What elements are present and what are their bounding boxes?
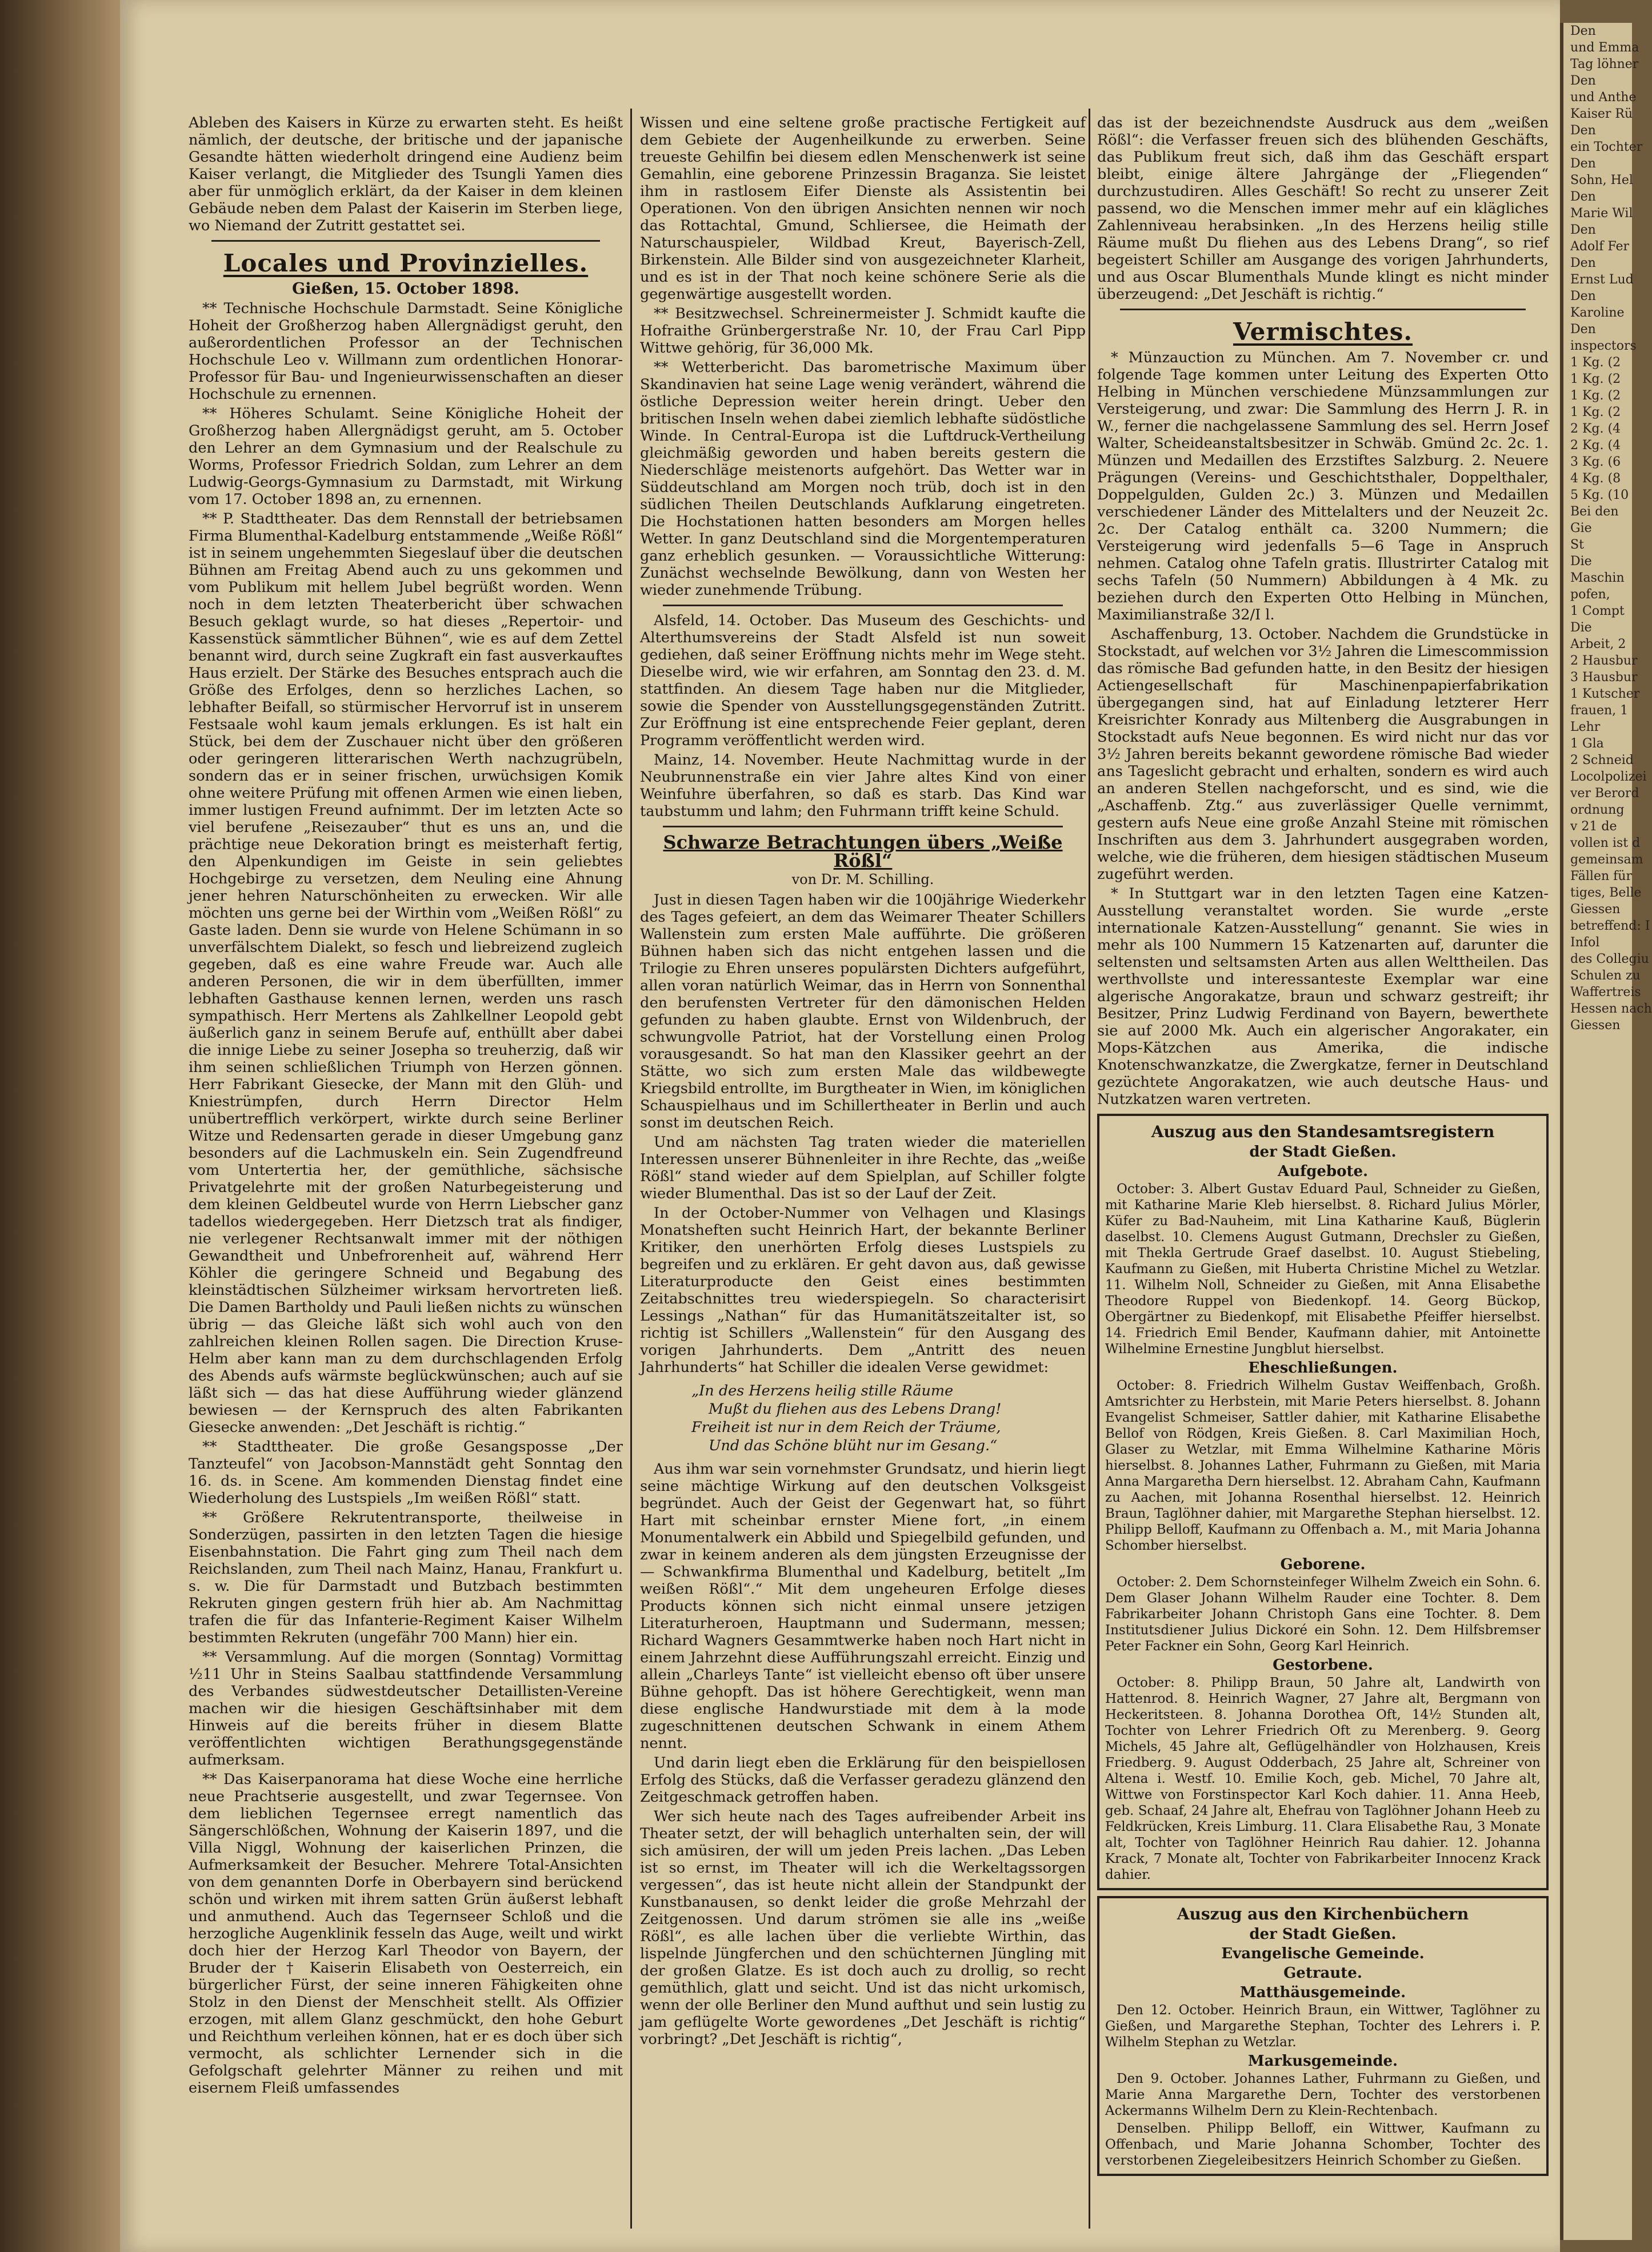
parish-entry: Den 9. October. Johannes Lather, Fuhrmann zu Gießen, und Marie Anna Margarethe Dern, Tochter des verstorbenen Ackermanns Wilhelm Dern zu Klein-Rechtenbach.: [1105, 2071, 1541, 2118]
page-fragment-line: und Emma: [1570, 41, 1639, 55]
page-fragment-line: 1 Kg. (2: [1570, 405, 1621, 419]
page-fragment-line: 2 Schneid: [1570, 753, 1634, 767]
page-fragment-line: Sohn, Hel: [1570, 173, 1633, 187]
church-type: Getraute.: [1283, 1965, 1362, 1982]
page-fragment-line: 2 Hausbur: [1570, 654, 1638, 668]
page-fragment-line: 1 Kutscher: [1570, 687, 1640, 701]
adjacent-page-fragments: [1563, 23, 1652, 1034]
news-item: Alsfeld, 14. October. Das Museum des Geschichts- und Alterthumsvereins der Stadt Alsfeld ist nun soweit gediehen, daß seiner Eröffnung nichts mehr im Wege steht. Dieselbe wird, wie wir erfahren, am Sonntag den 23. d. M. stattfinden. An diesem Tage haben nur die Mitglieder, sowie die Spender von Ausstellungsgegenständen Zutritt. Zur Eröffnung ist eine entsprechende Feier geplant, deren Programm veröffentlicht werden wird.: [640, 612, 1086, 749]
page-fragment-line: ver Berord: [1570, 786, 1639, 801]
feuilleton-byline: von Dr. M. Schilling.: [791, 871, 934, 887]
page-fragment-line: Den: [1570, 223, 1596, 237]
page-fragment-line: tiges, Belle: [1570, 886, 1642, 900]
feuilleton-paragraph: Wer sich heute nach des Tages aufreibender Arbeit ins Theater setzt, der will behaglich unterhalten sein, der will sich amüsiren, der will um jeden Preis lachen. „Das Leben ist so ernst, im Theater will ich die Werkeltagssorgen vergessen“, das ist heute nicht allein der Standpunkt der Kunstbanausen, so denkt leider die große Mehrzahl der Zeitgenossen. Und darum strömen sie alle ins „weiße Rößl“, es alle lachen über die verliebte Wirthin, das lispelnde Jüngferchen und den schüchternen Jüngling mit der großen Glatze. Es ist doch auch zu drollig, so recht gemüthlich, glatt und seicht. Und ist das nicht urkomisch, wenn der olle Berliner den Mund aufthut und sein lustig zu jam geflügelte Worte gewordenes „Det Jeschäft is richtig“ vorbringt? „Det Jeschäft is richtig“,: [640, 1808, 1086, 2048]
locales-heading: Locales und Provinzielles.: [223, 249, 589, 277]
column-rule-2: [1089, 109, 1090, 2229]
page-fragment-line: 3 Hausbur: [1570, 670, 1638, 685]
page-fragment-line: Adolf Fer: [1570, 239, 1629, 254]
page-fragment-line: vollen ist d: [1570, 836, 1641, 850]
registry-section-text: October: 8. Philipp Braun, 50 Jahre alt, Landwirth von Hattenrod. 8. Heinrich Wagner, 27 Jahre alt, Bergmann von Heckeritsteen. 8. Johanna Dorothea Oft, 14½ Stunden alt, Tochter von Lehrer Friedrich Oft zu Merenberg. 9. Georg Michels, 45 Jahre alt, Geflügelhändler von Holzhausen, Kreis Friedberg. 9. August Odderbach, 25 Jahre alt, Schreiner von Altena i. Westf. 10. Emilie Koch, geb. Michel, 70 Jahre alt, Wittwe von Forstinspector Karl Koch dahier. 11. Anna Heeb, geb. Schaaf, 24 Jahre alt, Ehefrau von Taglöhner Johann Heeb zu Feldkrücken, Kreis Limburg. 11. Clara Elisabethe Rau, 3 Monate alt, Tochter von Taglöhner Heinrich Rau dahier. 12. Johanna Krack, 7 Monate alt, Tochter von Fabrikarbeiter Innocenz Krack dahier.: [1105, 1675, 1541, 1882]
news-item: ** Höheres Schulamt. Seine Königliche Hoheit der Großherzog haben Allergnädigst geruht, am 5. October den Lehrer an dem Gymnasium und der Realschule zu Worms, Professor Friedrich Soldan, zum Lehrer an dem Ludwig-Georgs-Gymnasium zu Darmstadt, mit Wirkung vom 17. October 1898 an, zu ernennen.: [189, 405, 623, 508]
church-subtitle: der Stadt Gießen.: [1249, 1926, 1397, 1943]
parish-entry: Den 12. October. Heinrich Braun, ein Wittwer, Taglöhner zu Gießen, und Margarethe Stephan, Tochter des Lehrers i. P. Wilhelm Stephan zu Wetzlar.: [1105, 2003, 1541, 2050]
registry-subtitle: der Stadt Gießen.: [1249, 1143, 1397, 1161]
book-spine: [0, 0, 120, 2252]
page-fragment-line: Den: [1570, 157, 1596, 171]
page-fragment-line: Den: [1570, 123, 1596, 138]
civil-registry-box: [1097, 1114, 1549, 1890]
page-fragment-line: Maschin: [1570, 571, 1625, 585]
page-fragment-line: 1 Kg. (2: [1570, 389, 1621, 403]
feuilleton-paragraph: Und am nächsten Tag traten wieder die materiellen Interessen unserer Bühnenleiter in ihre Rechte, das „weiße Rößl“ stand wieder auf dem Spielplan, auf Schiller folgte wieder Blumenthal. Das ist so der Lauf der Zeit.: [640, 1134, 1086, 1202]
church-community: Evangelische Gemeinde.: [1221, 1945, 1425, 1962]
china-news-tail: Ableben des Kaisers in Kürze zu erwarten steht. Es heißt nämlich, der deutsche, der britische und der japanische Gesandte hätten wiederholt dringend eine Audienz beim Kaiser verlangt, die Mitglieder des Tsungli Yamen dies aber für unmöglich erklärt, da der Kaiser in dem kleinen Gebäude neben dem Palast der Kaiserin im Sterben liege, wo Niemand der Zutritt gestattet sei.: [189, 114, 623, 234]
page-fragment-line: ordnung: [1570, 803, 1625, 817]
page-fragment-line: Die: [1570, 554, 1592, 569]
page-fragment-line: Den: [1570, 289, 1596, 303]
page-fragment-line: Locolpolizei: [1570, 770, 1647, 784]
news-item: ** P. Stadttheater. Das dem Rennstall der betriebsamen Firma Blumenthal-Kadelburg entstammende „Weiße Rößl“ ist in seinem ungehemmten Siegeslauf über die deutschen Bühnen am Freitag Abend auch zu uns gekommen und vom Publikum mit hellem Jubel begrüßt worden. Wenn noch in dem letzten Theaterbericht über schwachen Besuch geklagt wurde, so hat dieses „Repertoir- und Kassenstück sämmtlicher Bühnen“, wie es auf dem Zettel benannt wird, durch seine Zugkraft ein fast ausverkauftes Haus erzielt. Der Stärke des Besuches entsprach auch die Größe des Erfolges, denn so herzliches Lachen, so lebhafter Beifall, so stürmischer Hervorruf ist in unserem Festsaale wohl kaum jemals erklungen. Es ist halt ein Stück, bei dem der Zuschauer nicht über den größeren oder geringeren litterarischen Werth nachzugrübeln, sondern das er in seiner frischen, urwüchsigen Komik ohne weitere Prüfung mit offenen Armen wie einen lieben, immer lustigen Freund aufnimmt. Der im letzten Acte so viel berufene „Reisezauber“ thut es uns an, und die prächtige neue Dekoration bringt es meisterhaft fertig, den Alpenkundigen im Geiste in sein geliebtes Hochgebirge zu versetzen, dem Neuling eine Ahnung jener hehren Naturschönheiten zu erwecken. Wir alle möchten uns gerne bei der Wirthin vom „Weißen Rößl“ zu Gaste laden. Denn sie wurde von Helene Schümann in so unverfälschtem Dialekt, so fesch und liebreizend zugleich gegeben, daß es eine wahre Freude war. Auch alle anderen Personen, die wir in dem überfüllten, immer lebhaften Gasthause kennen lernen, werden uns rasch sympathisch. Herr Mertens als Zahlkellner Leopold gebt äußerlich ganz in seinem Berufe auf, enthüllt aber dabei die innige Liebe zu seiner Josepha so treuherzig, daß wir ihm seinen schließlichen Triumph von Herzen gönnen. Herr Fabrikant Giesecke, der Mann mit den Glüh- und Kniestrümpfen, durch Herrn Director Helm unübertrefflich verkörpert, wirkte durch seine Berliner Witze und Redensarten gerade in dieser Umgebung ganz besonders auf die Lachmuskeln ein. Sein Zugendfreund vom Untertertia her, der gemüthliche, sächsische Privatgelehrte mit der großen Naturbegeisterung und dem kleinen Geldbeutel wurde von Herrn Liebscher ganz tadellos wiedergegeben. Herr Dietzsch trat als findiger, nie verlegener Rechtsanwalt immer mit der nöthigen Gewandtheit und Unbefrorenheit auf, während Herr Köhler die geringere Schneid und Begabung des kleinstädtischen Sülzheimer wirksam hervortreten ließ. Die Damen Bartholdy und Pauli ließen nichts zu wünschen übrig — das Gleiche läßt sich wohl auch von den zahlreichen kleinen Rollen sagen. Die Direction Kruse-Helm aber kann man zu dem durchschlagenden Erfolg des Abends aufs wärmste beglückwünschen; auch auf sie läßt sich — das hat diese Aufführung wieder glänzend bewiesen — der Kernspruch des alten Fabrikanten Giesecke anwenden: „Det Jeschäft is richtig.“: [189, 510, 623, 1436]
news-item: ** Besitzwechsel. Schreinermeister J. Schmidt kaufte die Hofraithe Grünbergerstraße Nr. 10, der Frau Carl Pipp Wittwe gehörig, für 36,000 Mk.: [640, 305, 1086, 357]
parish-name: Matthäusgemeinde.: [1239, 1984, 1406, 2001]
news-item: Mainz, 14. November. Heute Nachmittag wurde in der Neubrunnenstraße ein vier Jahre altes Kind von einer Weinfuhre überfahren, so daß es starb. Das Kind war taubstumm und lahm; den Fuhrmann trifft keine Schuld.: [640, 751, 1086, 820]
feuilleton-paragraph: Just in diesen Tagen haben wir die 100jährige Wiederkehr des Tages gefeiert, an dem das Weimarer Theater Schillers Wallenstein zum ersten Male aufführte. Die größeren Bühnen haben sich das nicht entgehen lassen und die Trilogie zu Ehren unseres populärsten Dichters aufgeführt, allen voran natürlich Weimar, das in Herrn von Sonnenthal den berufensten Vertreter für den dämonischen Helden gefunden zu haben glaubte. Ernst von Wildenbruch, der schwungvolle Patriot, hat der Vorstellung einen Prolog vorausgesandt. So hat man den Klassiker geehrt an der Stätte, wo sich zum ersten Male das wildbewegte Kriegsbild entrollte, im Burgtheater in Wien, im königlichen Schauspielhaus und im Schillertheater in Berlin und auch sonst im deutschen Reich.: [640, 891, 1086, 1131]
parish-name: Markusgemeinde.: [1247, 2053, 1398, 2070]
registry-section-head: Eheschließungen.: [1248, 1359, 1398, 1377]
page-fragment-line: St: [1570, 538, 1584, 552]
section-divider: [663, 826, 1063, 827]
page-fragment-line: 3 Kg. (6: [1570, 455, 1621, 469]
poem-line: Mußt du fliehen aus des Lebens Drang!: [709, 1401, 1002, 1418]
news-item: ** Versammlung. Auf die morgen (Sonntag) Vormittag ½11 Uhr in Steins Saalbau stattfindende Versammlung des Verbandes südwestdeutscher Detaillisten-Vereine machen wir die hiesigen Geschäftsinhaber mit dem Hinweis auf die bereits früher in diesem Blatte veröffentlichten wichtigen Berathungsgegenstände aufmerksam.: [189, 1649, 623, 1769]
page-fragment-line: 2 Kg. (4: [1570, 438, 1621, 453]
section-divider: [663, 605, 1063, 606]
page-fragment-line: Schulen zu: [1570, 969, 1641, 983]
page-fragment-line: Den: [1570, 74, 1596, 88]
page-fragment-line: Lehr: [1570, 720, 1601, 734]
page-fragment-line: gemeinsam: [1570, 853, 1643, 867]
page-fragment-line: Fällen für: [1570, 869, 1632, 883]
feuilleton-title: Schwarze Betrachtungen übers „Weiße Rößl“: [663, 831, 1063, 871]
page-fragment-line: Den: [1570, 24, 1596, 38]
section-divider: [1120, 309, 1526, 310]
page-fragment-line: und Anthe: [1570, 90, 1637, 105]
poem-line: Freiheit ist nur in dem Reich der Träume,: [691, 1419, 1001, 1436]
news-item: ** Das Kaiserpanorama hat diese Woche eine herrliche neue Prachtserie ausgestellt, und zwar Tegernsee. Von dem lieblichen Tegernsee erregt namentlich das Sängerschlößchen, Wohnung der Kaiserin 1897, und die Villa Niggl, Wohnung der kaiserlichen Prinzen, die Aufmerksamkeit der Besucher. Mehrere Total-Ansichten von dem genannten Dorfe in Oberbayern sind berückend schön und wirken mit ihrem satten Grün äußerst lebhaft und anmuthend. Auch das Tegernseer Schloß und die herzogliche Augenklinik fesseln das Auge, weilt und wirkt doch hier der Herzog Karl Theodor von Bayern, der Bruder der † Kaiserin Elisabeth von Oesterreich, ein bürgerlicher Fürst, der seine inneren Fähigkeiten ohne Stolz in den Dienst der Menschheit stellt. Als Offizier erzogen, mit allem Glanz geschmückt, den hohe Geburt und Reichthum verleihen können, hat er es doch über sich vermocht, als schlichter Lernender sich in die Gefolgschaft gelehrter Männer zu reihen und mit eisernem Fleiß umfassendes: [189, 1771, 623, 2097]
page-fragment-line: Tag löhner: [1570, 57, 1639, 71]
news-item: ** Wetterbericht. Das barometrische Maximum über Skandinavien hat seine Lage wenig verändert, während die östliche Depression weiter herein dringt. Ueber den britischen Inseln wehen dabei ziemlich lebhafte südöstliche Winde. In Central-Europa ist die Luftdruck-Vertheilung gleichmäßig geworden und haben bereits gestern die Niederschläge meistenorts aufgehört. Das Wetter war in Süddeutschland am Morgen noch trüb, doch ist in den südlichen Theilen Deutschlands Aufklarung eingetreten. Die Hochstationen hatten besonders am Morgen helles Wetter. In ganz Deutschland sind die Morgentemperaturen ganz erheblich gesunken. — Voraussichtliche Witterung: Zunächst wechselnde Bewölkung, dann von Westen her wieder zunehmende Trübung.: [640, 359, 1086, 599]
column-rule-1: [630, 109, 632, 2229]
registry-section-text: October: 2. Dem Schornsteinfeger Wilhelm Zweich ein Sohn. 6. Dem Glaser Johann Wilhelm Rauder eine Tochter. 8. Dem Fabrikarbeiter Johann Christoph Gans eine Tochter. 8. Dem Institutsdiener Julius Dickoré ein Sohn. 12. Dem Hilfsbremser Peter Fackner ein Sohn, Georg Karl Heinrich.: [1105, 1575, 1541, 1654]
vermischtes-heading: Vermischtes.: [1233, 318, 1413, 346]
feuilleton-paragraph: Aus ihm war sein vornehmster Grundsatz, und hierin liegt seine mächtige Wirkung auf den deutschen Volksgeist begründet. Auch der Geist der Gegenwart hat, so führt Hart mit scheinbar ernster Miene fort, „in einem Monumentalwerk ein Abbild und Spiegelbild gefunden, und zwar in keinem anderen als dem jüngsten Erzeugnisse der — Schwankfirma Blumenthal und Kadelburg, betitelt „Im weißen Rößl“.“ Mit dem ungeheuren Erfolge dieses Products können sich nicht einmal unsere jetzigen Literaturheroen, Hauptmann und Sudermann, messen; Richard Wagners Gesammtwerke haben noch Hart nicht in einem Jahrzehnt diese Aufführungszahl erreicht. Einzig und allein „Charleys Tante“ ist vielleicht ebenso oft über unsere Bühne gehopft. Das ist höhere Gerechtigkeit, wenn man diese englische Handwurstiade mit dem à la mode zugeschnittenen deutschen Schwank in einem Athem nennt.: [640, 1461, 1086, 1752]
page-fragment-line: 1 Kg. (2: [1570, 372, 1621, 386]
feuilleton-paragraph: Und darin liegt eben die Erklärung für den beispiellosen Erfolg des Stücks, daß die Verfasser geradezu glänzend den Zeitgeschmack getroffen haben.: [640, 1754, 1086, 1806]
feuilleton-conclusion: das ist der bezeichnendste Ausdruck aus dem „weißen Rößl“: die Verfasser freuen sich des blühenden Geschäfts, das Publikum freut sich, daß ihm das Geschäft erspart bleibt, einige ältere Jahrgänge der „Fliegenden“ durchzustudiren. Alles Geschäft! So recht zu unserer Zeit passend, wo die Menschen immer mehr auf ein klägliches Zahlenniveau herabsinken. „In des Herzens heilig stille Räume mußt Du fliehen aus des Lebens Drang“, so rief begeistert Schiller am Ausgange des vorigen Jahrhunderts, und aus Oscar Blumenthals Munde klingt es nicht minder überzeugend: „Det Jeschäft is richtig.“: [1097, 114, 1549, 303]
left-column: [189, 114, 623, 2229]
page-fragment-line: des Collegiu: [1570, 952, 1649, 966]
news-item: * In Stuttgart war in den letzten Tagen eine Katzen-Ausstellung veranstaltet worden. Sie wurde „erste internationale Katzen-Ausstellung“ genannt. Sie wies in mehr als 100 Nummern 15 Katzenarten auf, darunter die seltensten und seltsamsten Arten aus allen Welttheilen. Das werthvollste und interessanteste Exemplar war eine algerische Angorakatze, braun und schwarz gestreift; ihr Besitzer, Prinz Ludwig Ferdinand von Bayern, bewerthete sie auf 2000 Mk. Auch ein algerischer Angorakater, ein Mops-Kätzchen aus Amerika, die indische Knotenschwanzkatze, die Zwergkatze, ferner in Deutschland gezüchtete Angorakatzen, wie auch deutsche Haus- und Nutzkatzen waren vertreten.: [1097, 885, 1549, 1108]
page-fragment-line: Den: [1570, 322, 1596, 337]
page-fragment-line: 2 Kg. (4: [1570, 422, 1621, 436]
page-fragment-line: inspectors: [1570, 339, 1637, 353]
page-fragment-line: 4 Kg. (8: [1570, 471, 1621, 486]
page-fragment-line: Hessen nach: [1570, 1002, 1652, 1016]
page-fragment-line: ein Tochter: [1570, 140, 1643, 154]
church-title: Auszug aus den Kirchenbüchern: [1177, 1905, 1469, 1923]
page-fragment-line: Ernst Lud: [1570, 273, 1634, 287]
page-fragment-line: 1 Gla: [1570, 737, 1604, 751]
news-item: * Münzauction zu München. Am 7. November cr. und folgende Tage kommen unter Leitung des Experten Otto Helbing in München verschiedene Münzsammlungen zur Versteigerung, und zwar: Die Sammlung des Herrn J. R. in W., ferner die nachgelassene Sammlung des sel. Herrn Josef Walter, Scheideanstaltsbesitzer in Schwäb. Gmünd 2c. 2c. 1. Münzen und Medaillen des Erzstiftes Salzburg. 2. Neuere Prägungen (Vereins- und Geschichtsthaler, Doppelthaler, Doppelgulden, Gulden 2c.) 3. Münzen und Medaillen verschiedener Länder des Mittelalters und der Neuzeit 2c. 2c. Der Catalog enthält ca. 3200 Nummern; die Versteigerung wird jedenfalls 5—6 Tage in Anspruch nehmen. Catalog ohne Tafeln gratis. Illustrirter Catalog mit sechs Tafeln (50 Nummern) Abbildungen à 4 Mk. zu beziehen durch den Experten Otto Helbing in München, Maximilianstraße 32/I l.: [1097, 349, 1549, 623]
registry-section-head: Aufgebote.: [1277, 1163, 1369, 1180]
page-fragment-line: betreffend: I: [1570, 919, 1650, 933]
page-fragment-line: Den: [1570, 190, 1596, 204]
page-fragment-line: 1 Compt: [1570, 604, 1625, 618]
page-fragment-line: v 21 de: [1570, 819, 1617, 834]
page-fragment-line: Kaiser Rü: [1570, 107, 1633, 121]
middle-column: [640, 114, 1086, 2229]
page-fragment-line: Giessen: [1570, 1018, 1621, 1033]
right-column: [1097, 114, 1549, 2229]
adjacent-page-edge: [1560, 23, 1652, 2240]
news-item: Aschaffenburg, 13. October. Nachdem die Grundstücke in Stockstadt, auf welchen vor 3½ Jahren die Limescommission das römische Bad gefunden hatte, in den Besitz der hiesigen Actiengesellschaft für Maschinenpapierfabrikation übergegangen sind, hat auf Einladung letzterer Herr Kreisrichter Konrady aus Miltenberg die Ausgrabungen in Stockstadt aufs Neue begonnen. Es wird nicht nur das vor 3½ Jahren bereits bekannt gewordene römische Bad wieder ans Tageslicht gebracht und erhalten, sondern es wird auch an anderen Stellen nachgeforscht, und es sind, wie die „Aschaffenb. Ztg.“ aus zuverlässiger Quelle vernimmt, gestern aufs Neue eine große Anzahl Steine mit römischen Inschriften aus dem 3. Jahrhundert ausgegraben worden, welche, wie die früheren, dem hiesigen städtischen Museum zugeführt werden.: [1097, 626, 1549, 883]
page-fragment-line: 1 Kg. (2: [1570, 355, 1621, 370]
registry-section-text: October: 8. Friedrich Wilhelm Gustav Weiffenbach, Großh. Amtsrichter zu Herbstein, mit Marie Peters hierselbst. 8. Johann Evangelist Schmeiser, Sattler dahier, mit Katharine Elisabethe Bellof von Rödgen, Kreis Gießen. 8. Carl Maximilian Hoch, Glaser zu Wetzlar, mit Emma Wilhelmine Katharine Möris hierselbst. 8. Johannes Lather, Fuhrmann zu Gießen, mit Maria Anna Margaretha Dern hierselbst. 12. Abraham Cahn, Kaufmann zu Aachen, mit Johanna Rosenthal hierselbst. 12. Heinrich Braun, Taglöhner dahier, mit Margarethe Stephan hierselbst. 12. Philipp Belloff, Kaufmann zu Offenbach a. M., mit Maria Johanna Schomber hierselbst.: [1105, 1378, 1541, 1553]
news-item: Wissen und eine seltene große practische Fertigkeit auf dem Gebiete der Augenheilkunde zu erwerben. Seine treueste Gehilfin bei diesem edlen Menschenwerk ist seine Gemahlin, eine geborene Prinzessin Braganza. Sie leistet ihm in rastlosem Eifer Dienste als Assistentin bei Operationen. Von den übrigen Ansichten nennen wir noch das Rottachtal, Gmund, Schliersee, die Heimath der Naturschauspieler, Wildbad Kreut, Bayerisch-Zell, Birkenstein. Alle Bilder sind von ausgezeichneter Klarheit, und es ist in der That noch keine schönere Serie als die gegenwärtige ausgestellt worden.: [640, 114, 1086, 303]
page-fragment-line: Die: [1570, 621, 1592, 635]
page-fragment-line: Den: [1570, 256, 1596, 270]
poem-line: Und das Schöne blüht nur im Gesang.“: [709, 1437, 998, 1454]
news-item: ** Stadttheater. Die große Gesangsposse „Der Tanzteufel“ von Jacobson-Mannstädt geht Sonntag den 16. ds. in Scene. Am kommenden Dienstag findet eine Wiederholung des Lustspiels „Im weißen Rößl“ statt.: [189, 1438, 623, 1507]
parish-entry: Denselben. Philipp Belloff, ein Wittwer, Kaufmann zu Offenbach, und Marie Johanna Schomber, Tochter des verstorbenen Ziegeleibesitzers Heinrich Schomber zu Gießen.: [1105, 2121, 1541, 2168]
page-fragment-line: Karoline: [1570, 306, 1625, 320]
page-fragment-line: Bei den: [1570, 505, 1619, 519]
feuilleton-paragraph: In der October-Nummer von Velhagen und Klasings Monatsheften sucht Heinrich Hart, der bekannte Berliner Kritiker, den unerhörten Erfolg dieses Lustspiels zu begreifen und zu erklären. Er geht davon aus, daß gewisse Literaturproducte den Geist eines bestimmten Zeitabschnittes treu wiederspiegeln. So characterisirt Lessings „Nathan“ für das Humanitätszeitalter ist, so richtig ist Schillers „Wallenstein“ für den Ausgang des vorigen Jahrhunderts. Dem „Antritt des neuen Jahrhunderts“ hat Schiller die idealen Verse gewidmet:: [640, 1205, 1086, 1376]
page-fragment-line: 5 Kg. (10: [1570, 488, 1629, 502]
registry-section-text: October: 3. Albert Gustav Eduard Paul, Schneider zu Gießen, mit Katharine Marie Kleb hierselbst. 8. Richard Julius Mörler, Küfer zu Bad-Nauheim, mit Lina Katharine Kauß, Büglerin daselbst. 10. Clemens August Gutmann, Drechsler zu Gießen, mit Thekla Gertrude Graef daselbst. 10. August Stiebeling, Kaufmann zu Gießen, mit Huberta Christine Michel zu Wetzlar. 11. Wilhelm Noll, Schneider zu Gießen, mit Anna Elisabethe Theodore Ruppel von Biedenkopf. 14. Georg Bückop, Obergärtner zu Biedenkopf, mit Elisabethe Pfeiffer hierselbst. 14. Friedrich Emil Bender, Kaufmann dahier, mit Antoinette Wilhelmine Ernestine Jungblut hierselbst.: [1105, 1182, 1541, 1357]
page-fragment-line: pofen,: [1570, 587, 1610, 602]
registry-section-head: Gestorbene.: [1273, 1657, 1373, 1674]
page-fragment-line: Arbeit, 2: [1570, 637, 1626, 651]
page-fragment-line: Infol: [1570, 935, 1600, 950]
section-divider: [211, 240, 600, 242]
registry-title: Auszug aus den Standesamtsregistern: [1151, 1122, 1495, 1141]
poem-line: „In des Herzens heilig stille Räume: [691, 1382, 954, 1399]
registry-section-head: Geborene.: [1280, 1556, 1366, 1573]
page-fragment-line: Marie Wil: [1570, 206, 1633, 221]
page-fragment-line: Gie: [1570, 521, 1592, 535]
page-fragment-line: Waffertreis: [1570, 985, 1641, 999]
schiller-poem: [691, 1382, 1086, 1455]
page-fragment-line: Giessen: [1570, 902, 1621, 917]
news-item: ** Größere Rekrutentransporte, theilweise in Sonderzügen, passirten in den letzten Tagen die hiesige Eisenbahnstation. Die Fahrt ging zum Theil nach dem Reichslanden, zum Theil nach Mainz, Hanau, Frankfurt u. s. w. Die für Darmstadt und Butzbach bestimmten Rekruten gingen gestern früh hier ab. Am Nachmittag trafen die für das Infanterie-Regiment Kaiser Wilhelm bestimmten Rekruten (ungefähr 700 Mann) hier ein.: [189, 1509, 623, 1646]
page-fragment-line: frauen, 1: [1570, 703, 1629, 718]
dateline: Gießen, 15. October 1898.: [292, 280, 519, 298]
news-item: ** Technische Hochschule Darmstadt. Seine Königliche Hoheit der Großherzog haben Allergnädigst geruht, den außerordentlichen Professor an der Technischen Hochschule Leo v. Willmann zum ordentlichen Honorar-Professor für Bau- und Ingenieurwissenschaften an dieser Hochschule zu ernennen.: [189, 300, 623, 403]
church-registry-box: [1097, 1896, 1549, 2176]
